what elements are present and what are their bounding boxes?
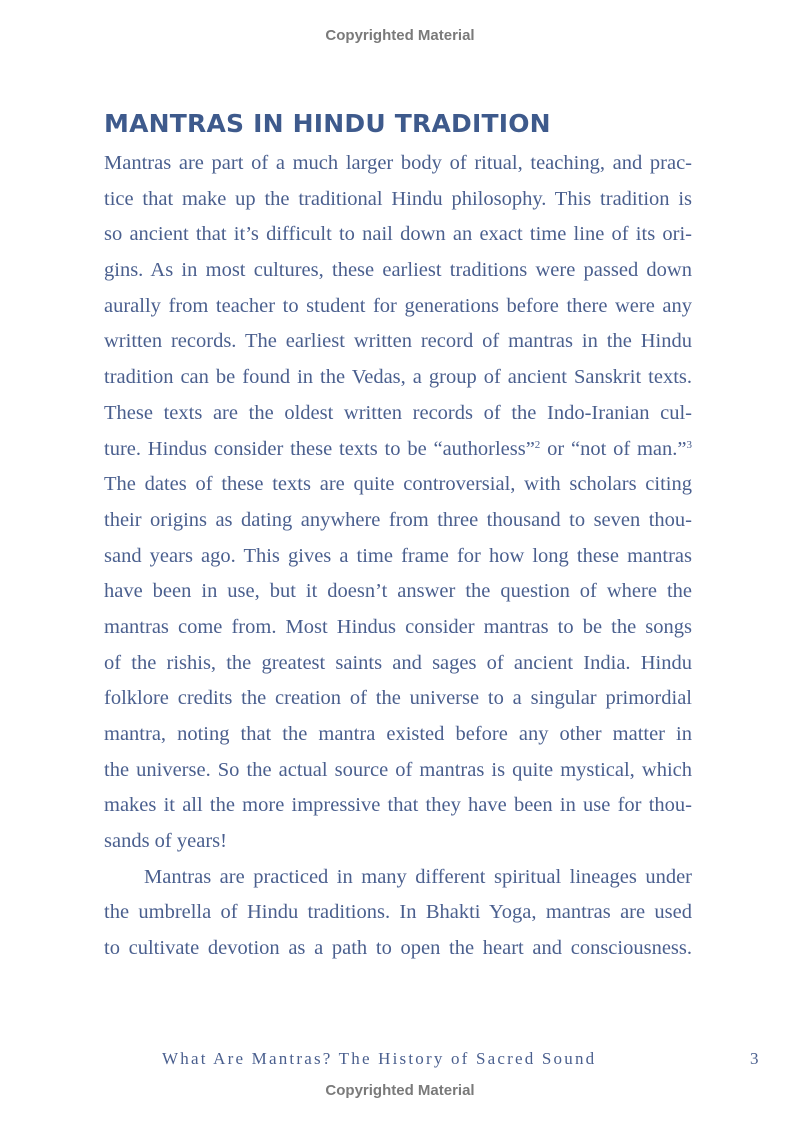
text-line: tradition can be found in the Vedas, a group of ancient Sanskrit texts. [104,366,692,389]
text-line: Mantras are part of a much larger body of ritual, teaching, and prac- [104,152,692,174]
text-line: of the rishis, the greatest saints and sages of ancient India. Hindu [104,651,692,674]
text-line: the universe. So the actual source of mantras is quite mystical, which [104,758,692,781]
text-line: makes it all the more impressive that they have been in use for thou- [104,794,692,817]
text-line: sands of years! [104,830,227,853]
text-line: written records. The earliest written record of mantras in the Hindu [104,330,692,353]
text-line: their origins as dating anywhere from three thousand to seven thou- [104,508,692,531]
text-line: The dates of these texts are quite controversial, with scholars citing [104,473,692,496]
text-line: These texts are the oldest written records of the Indo-Iranian cul- [104,401,692,424]
text-line: sand years ago. This gives a time frame for how long these mantras [104,544,692,567]
text-line: aurally from teacher to student for generations before there were any [104,294,692,317]
footnote-ref: 2 [534,438,541,451]
section-heading: MANTRAS IN HINDU TRADITION [104,109,551,138]
text-line: gins. As in most cultures, these earliest traditions were passed down [104,259,692,282]
text-line: tice that make up the traditional Hindu philosophy. This tradition is [104,187,692,210]
text-line: mantras come from. Most Hindus consider mantras to be the songs [104,615,692,638]
text-line: to cultivate devotion as a path to open the heart and consciousness. [104,937,692,960]
footnote-ref: 3 [686,438,693,451]
running-footer-title: What Are Mantras? The History of Sacred Sound [162,1049,597,1068]
copyright-watermark-top: Copyrighted Material [325,27,475,44]
page-number: 3 [750,1049,759,1068]
text-fragment: ture. Hindus consider these texts to be “authorless” [104,437,535,460]
text-line: mantra, noting that the mantra existed before any other matter in [104,723,692,745]
text-line: so ancient that it’s difficult to nail down an exact time line of its ori- [104,223,692,246]
text-line: the umbrella of Hindu traditions. In Bhakti Yoga, mantras are used [104,901,692,924]
copyright-watermark-bottom: Copyrighted Material [325,1082,475,1099]
text-line-with-footnotes [104,432,692,468]
text-line: have been in use, but it doesn’t answer the question of where the [104,580,692,603]
text-fragment: or “not of man.” [540,437,687,460]
body-text [104,146,692,967]
text-line: Mantras are practiced in many different spiritual lineages under [144,865,692,888]
text-line: folklore credits the creation of the universe to a singular primordial [104,687,692,710]
